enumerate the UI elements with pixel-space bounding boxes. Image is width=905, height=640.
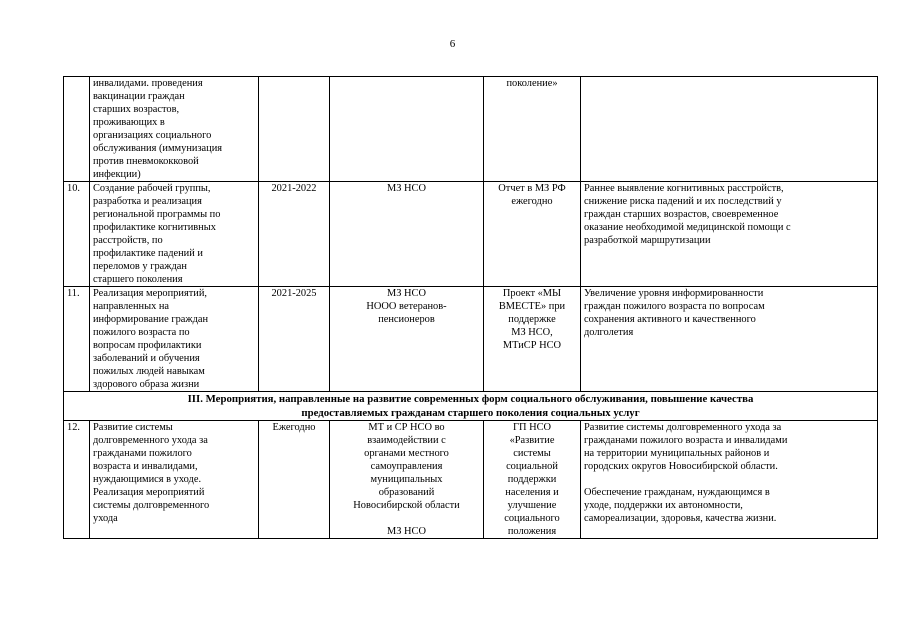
measure-result: Раннее выявление когнитивных расстройств, снижение риска падений и их последствий у граждан старших возрастов, своевременное оказание необходимой медицинской помощи с разработкой маршрутизации	[581, 182, 878, 287]
measure-term: Ежегодно	[259, 421, 330, 539]
measure-result: Увеличение уровня информированности граждан пожилого возраста по вопросам сохранения активного и качественного долголетия	[581, 287, 878, 392]
measure-executor	[330, 77, 484, 182]
measure-completion-form: ГП НСО «Развитие системы социальной поддержки населения и улучшение социального положения	[484, 421, 581, 539]
measure-executor: МЗ НСО	[330, 182, 484, 287]
measures-table	[63, 76, 878, 539]
measure-completion-form: поколение»	[484, 77, 581, 182]
measure-result: Развитие системы долговременного ухода за гражданами пожилого возраста и инвалидами на территории муниципальных районов и городских округов Новосибирской области. Обеспечение гражданам, нуждающимся в уходе, поддержки их автономности, самореализации, здоровья, качества жизни.	[581, 421, 878, 539]
row-number	[64, 77, 90, 182]
row-number: 10.	[64, 182, 90, 287]
measure-executor: МТ и СР НСО во взаимодействии с органами местного самоуправления муниципальных образований Новосибирской области МЗ НСО	[330, 421, 484, 539]
measure-term: 2021-2022	[259, 182, 330, 287]
measure-term: 2021-2025	[259, 287, 330, 392]
table-row-10	[64, 182, 878, 287]
section-header-row	[64, 392, 878, 421]
measure-name: инвалидами. проведения вакцинации граждан старших возрастов, проживающих в организациях социального обслуживания (иммунизация против пневмококковой инфекции)	[90, 77, 259, 182]
measure-result	[581, 77, 878, 182]
measure-completion-form: Отчет в МЗ РФ ежегодно	[484, 182, 581, 287]
row-number: 11.	[64, 287, 90, 392]
page-number: 6	[449, 38, 456, 50]
measure-name: Реализация мероприятий, направленных на информирование граждан пожилого возраста по вопросам профилактики заболеваний и обучения пожилых людей навыкам здорового образа жизни	[90, 287, 259, 392]
section-heading: III. Мероприятия, направленные на развитие современных форм социального обслуживания, повышение качества предоставляемых гражданам старшего поколения социальных услуг	[64, 392, 878, 421]
measure-completion-form: Проект «МЫ ВМЕСТЕ» при поддержке МЗ НСО, МТиСР НСО	[484, 287, 581, 392]
table-row-11	[64, 287, 878, 392]
measure-term	[259, 77, 330, 182]
table-row-9-continued	[64, 77, 878, 182]
measure-name: Развитие системы долговременного ухода за гражданами пожилого возраста и инвалидами, нуждающимися в уходе. Реализация мероприятий системы долговременного ухода	[90, 421, 259, 539]
row-number: 12.	[64, 421, 90, 539]
table-row-12	[64, 421, 878, 539]
measure-name: Создание рабочей группы, разработка и реализация региональной программы по профилактике когнитивных расстройств, по профилактике падений и переломов у граждан старшего поколения	[90, 182, 259, 287]
measure-executor: МЗ НСО НООО ветеранов- пенсионеров	[330, 287, 484, 392]
